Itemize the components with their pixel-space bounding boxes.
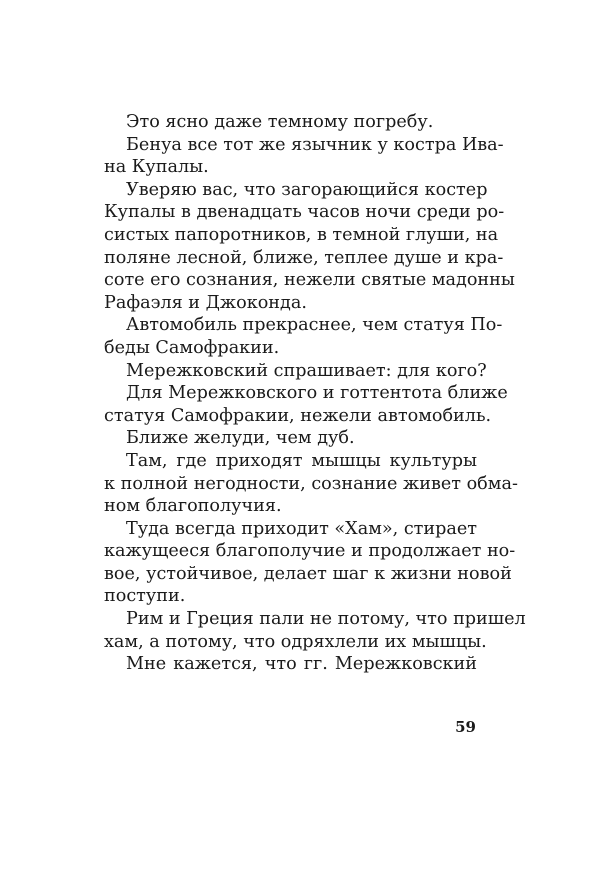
text-line: кажущееся благополучие и продолжает но- xyxy=(104,541,516,562)
text-line: Ближе желуди, чем дуб. xyxy=(126,428,355,449)
text-line: Автомобиль прекраснее, чем статуя По- xyxy=(126,315,503,336)
text-line: Мережковский спрашивает: для кого? xyxy=(126,360,487,381)
text-line: Для Мережковского и готтентота ближе xyxy=(126,383,508,404)
text-line: вое, устойчивое, делает шаг к жизни новой xyxy=(104,563,512,584)
text-line: Бенуа все тот же язычник у костра Ива- xyxy=(126,134,504,155)
text-line: на Купалы. xyxy=(104,157,209,178)
text-line: соте его сознания, нежели святые мадонны xyxy=(104,270,515,291)
text-line: Рим и Греция пали не потому, что пришел xyxy=(126,609,526,630)
text-line: статуя Самофракии, нежели автомобиль. xyxy=(104,405,492,426)
page-number: 59 xyxy=(455,718,476,736)
text-line: ном благополучия. xyxy=(104,496,282,517)
text-line: к полной негодности, сознание живет обма- xyxy=(104,473,518,494)
text-line: Рафаэля и Джоконда. xyxy=(104,292,307,313)
text-line: хам, а потому, что одряхлели их мышцы. xyxy=(104,631,487,652)
text-line: поступи. xyxy=(104,586,186,607)
body-text xyxy=(104,111,526,676)
text-line: Туда всегда приходит «Хам», стирает xyxy=(126,518,478,539)
text-line: Мне кажется, что гг. Мережковский xyxy=(126,654,477,675)
text-line: Там, где приходят мышцы культуры xyxy=(126,450,477,471)
text-line: беды Самофракии. xyxy=(104,337,280,358)
text-line: Купалы в двенадцать часов ночи среди ро- xyxy=(104,202,505,223)
text-line: Уверяю вас, что загорающийся костер xyxy=(126,179,488,200)
text-line: поляне лесной, ближе, теплее душе и кра- xyxy=(104,247,504,268)
text-line: Это ясно даже темному погребу. xyxy=(126,112,434,132)
text-line: систых папоротников, в темной глуши, на xyxy=(104,224,499,245)
